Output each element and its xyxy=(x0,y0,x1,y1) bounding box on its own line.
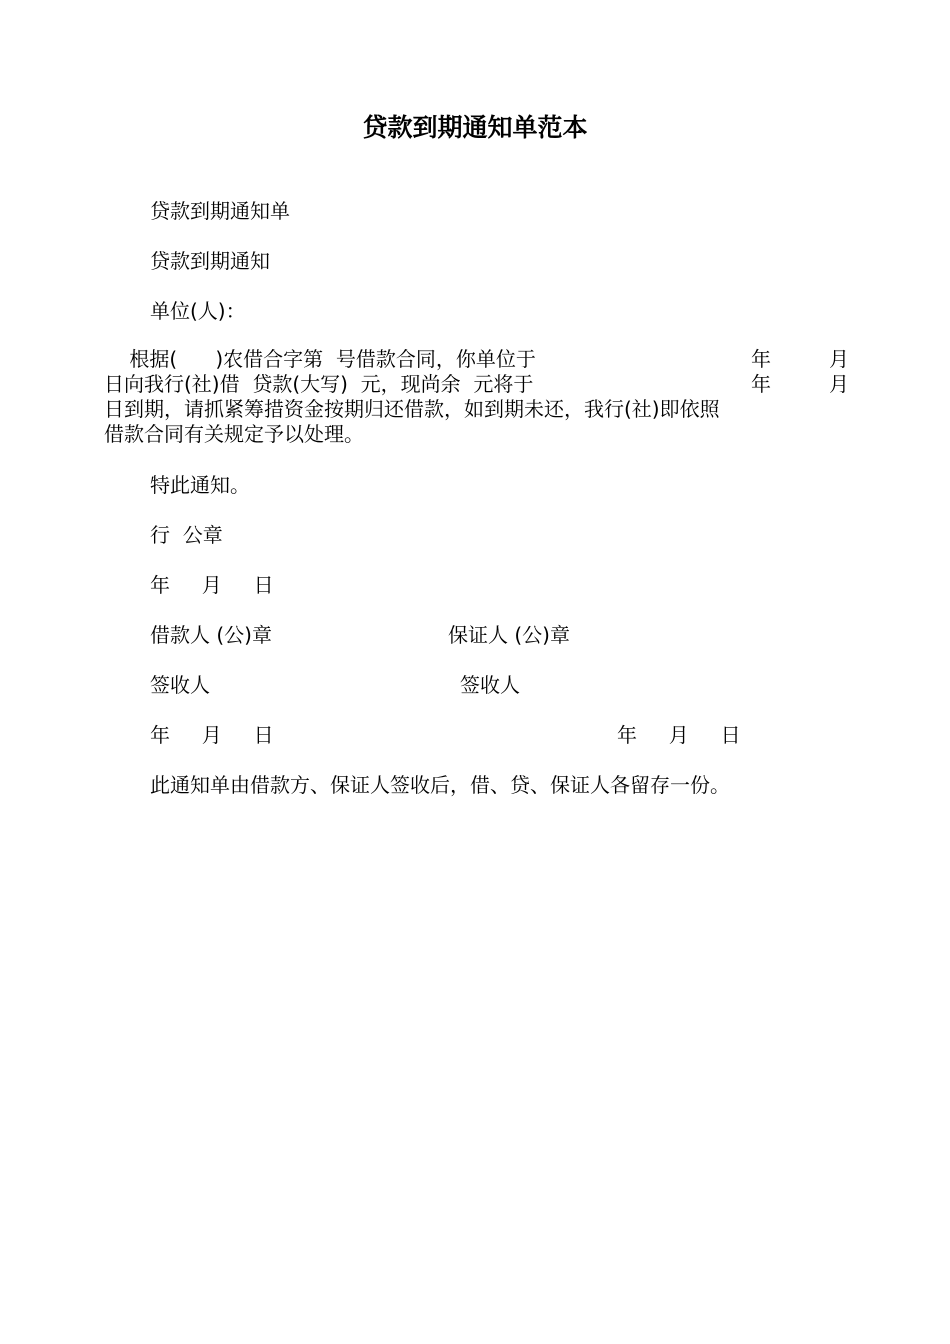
body-row-2-year: 年 xyxy=(751,372,771,396)
body-row-2-month: 月 xyxy=(829,372,849,396)
borrower-seal: 借款人 (公)章 xyxy=(150,623,272,647)
body-row-4-text: 借款合同有关规定予以处理。 xyxy=(104,422,364,446)
addressee-line: 单位(人)： xyxy=(150,299,246,323)
heading-notice-form: 贷款到期通知单 xyxy=(150,199,290,223)
body-row-3 xyxy=(104,397,849,422)
guarantor-seal: 保证人 (公)章 xyxy=(448,623,570,647)
document-title: 贷款到期通知单范本 xyxy=(362,113,588,142)
body-row-1 xyxy=(104,347,849,372)
borrower-sign-date: 年 月 日 xyxy=(150,723,274,747)
body-row-1-year: 年 xyxy=(751,347,771,371)
body-paragraph xyxy=(104,347,849,447)
footer-note: 此通知单由借款方、保证人签收后，借、贷、保证人各留存一份。 xyxy=(150,773,730,797)
body-row-2-text: 日向我行(社)借 贷款(大写) 元，现尚余 元将于 xyxy=(104,372,534,396)
bank-seal-line: 行 公章 xyxy=(150,523,223,547)
body-row-4 xyxy=(104,422,849,447)
body-row-1-text: 根据( )农借合字第 号借款合同，你单位于 xyxy=(104,347,536,371)
body-row-1-month: 月 xyxy=(829,347,849,371)
guarantor-recipient: 签收人 xyxy=(460,673,520,697)
borrower-recipient: 签收人 xyxy=(150,673,210,697)
body-row-2 xyxy=(104,372,849,397)
issue-date-line: 年 月 日 xyxy=(150,573,274,597)
notice-line: 特此通知。 xyxy=(150,473,250,497)
heading-notice: 贷款到期通知 xyxy=(150,249,270,273)
body-row-3-text: 日到期，请抓紧筹措资金按期归还借款，如到期未还，我行(社)即依照 xyxy=(104,397,720,421)
guarantor-sign-date: 年 月 日 xyxy=(617,723,741,747)
